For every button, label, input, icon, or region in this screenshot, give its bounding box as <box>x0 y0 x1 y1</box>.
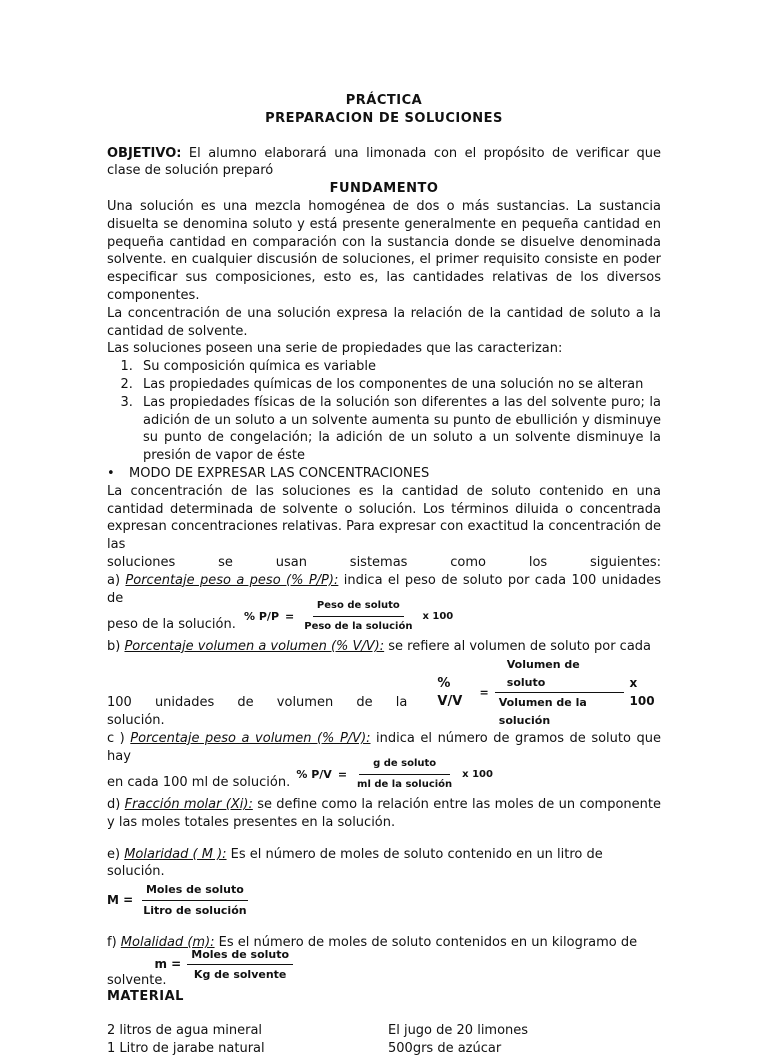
item-e <box>107 846 661 882</box>
item-b-text2: 100 unidades de volumen de la solución. <box>107 695 408 729</box>
item-d-prefix: d) <box>107 797 125 813</box>
formula-vv-numerator: Volumen de soluto <box>495 656 624 694</box>
item-b-prefix: b) <box>107 638 125 654</box>
item-a-term: Porcentaje peso a peso (% P/P): <box>125 572 339 588</box>
paragraph-3: Las soluciones poseen una serie de propiedades que las caracterizan: <box>107 341 563 357</box>
formula-pp-denominator: Peso de la solución <box>304 621 413 633</box>
item-a-text: indica el peso de soluto por cada 100 unidades de <box>107 572 662 606</box>
formula-pv-numerator: g de soluto <box>359 755 450 775</box>
formula-molarity-denominator: Litro de solución <box>143 904 247 918</box>
material-item: 500grs de azúcar <box>388 1040 502 1056</box>
material-heading: MATERIAL <box>107 989 184 1005</box>
formula-molality-denominator: Kg de solvente <box>193 968 287 982</box>
item-b <box>107 638 661 656</box>
formula-molarity <box>107 881 251 920</box>
item-f-term: Molalidad (m): <box>120 934 215 950</box>
item-c-text2: en cada 100 ml de solución. <box>107 775 291 791</box>
formula-pp-multiplier: x 100 <box>422 610 454 622</box>
list-item: 1. Su composición química es variable <box>137 358 661 376</box>
formula-pp-eq: = <box>285 609 295 623</box>
title-line1: PRÁCTICA <box>345 93 423 108</box>
paragraph-4: La concentración de las soluciones es la cantidad de soluto contenido en una cantidad determinada de solvente o solución. Los términos diluida o concentrada expresan concentraciones relativas. Para expresar con exactitud la concentración de las <box>107 483 661 553</box>
formula-pv <box>296 755 493 794</box>
paragraph-1: Una solución es una mezcla homogénea de dos o más sustancias. La sustancia disuelta se denomina soluto y está presente generalmente en pequeña cantidad en pequeña cantidad en comparación con la sustancia donde se disuelve denominada solvente. en cualquier discusión de soluciones, el primer requisito consiste en poder especificar sus composiciones, esto es, las cantidades relativas de los diversos componentes. <box>107 198 661 303</box>
item-e-text: Es el número de moles de soluto contenido en un litro de solución. <box>107 846 603 880</box>
paragraph-4-last: soluciones se usan sistemas como los siguientes: <box>107 554 661 570</box>
formula-pv-eq: = <box>337 767 348 781</box>
item-c-prefix: c ) <box>107 730 131 746</box>
item-a-text2: peso de la solución. <box>107 617 236 633</box>
item-e-prefix: e) <box>107 846 125 862</box>
material-item: 1 Litro de jarabe natural <box>107 1040 265 1056</box>
material-item: 2 litros de agua mineral <box>107 1023 263 1039</box>
list-item: 2. Las propiedades químicas de los componentes de una solución no se alteran <box>137 376 661 394</box>
formula-vv-fraction <box>495 656 624 730</box>
objetivo-paragraph <box>107 145 661 181</box>
material-item: El jugo de 20 limones <box>388 1023 529 1039</box>
formula-molarity-lhs: M = <box>107 892 134 907</box>
bullet-heading-text: MODO DE EXPRESAR LAS CONCENTRACIONES <box>129 465 430 481</box>
bullet-icon: • <box>107 465 115 481</box>
title-line2: PREPARACION DE SOLUCIONES <box>265 110 503 126</box>
formula-molarity-fraction <box>139 881 250 920</box>
formula-pp-fraction <box>300 597 416 636</box>
item-d <box>107 796 661 832</box>
material-row <box>107 1022 661 1040</box>
formula-vv-eq: = <box>479 685 489 699</box>
item-c-term: Porcentaje peso a volumen (% P/V): <box>130 730 371 746</box>
formula-molality <box>155 946 294 985</box>
formula-pp <box>244 597 453 636</box>
item-f-text2: solvente. <box>107 973 167 989</box>
formula-vv <box>437 656 661 730</box>
bullet-heading <box>107 465 661 483</box>
formula-vv-lhs: % V/V <box>437 676 463 709</box>
formula-pv-fraction <box>353 755 456 794</box>
formula-vv-multiplier: x 100 <box>629 676 655 708</box>
formula-molality-fraction <box>187 946 293 985</box>
item-f-prefix: f) <box>107 934 121 950</box>
formula-molality-numerator: Moles de soluto <box>187 946 293 966</box>
formula-molarity-row <box>107 881 661 920</box>
formula-pv-multiplier: x 100 <box>462 768 493 780</box>
properties-list <box>107 358 661 465</box>
formula-pp-numerator: Peso de soluto <box>313 597 404 617</box>
formula-pv-denominator: ml de la solución <box>357 779 453 791</box>
item-f-line2 <box>107 947 661 991</box>
item-f-text: Es el número de moles de soluto contenidos en un kilogramo de <box>214 934 638 950</box>
item-b-term: Porcentaje volumen a volumen (% V/V): <box>124 638 385 654</box>
formula-pp-lhs: % P/P <box>244 609 280 623</box>
item-c-text: indica el número de gramos de soluto que hay <box>107 730 661 764</box>
formula-molality-lhs: m = <box>154 957 182 972</box>
item-b-line2 <box>107 656 661 730</box>
paragraph-2: La concentración de una solución expresa la relación de la cantidad de soluto a la cantidad de solvente. <box>107 305 661 339</box>
item-d-term: Fracción molar (Xi): <box>124 797 253 813</box>
objetivo-label: OBJETIVO: <box>107 145 182 161</box>
material-row <box>107 1040 661 1058</box>
formula-molarity-numerator: Moles de soluto <box>142 881 248 901</box>
item-e-term: Molaridad ( M ): <box>124 846 227 862</box>
document-page <box>107 92 661 1058</box>
objetivo-text: El alumno elaborará una limonada con el propósito de verificar que clase de solución preparó <box>107 145 661 179</box>
formula-pv-lhs: % P/V <box>296 767 332 781</box>
fundamento-heading: FUNDAMENTO <box>329 181 439 197</box>
formula-vv-denominator: Volumen de la solución <box>498 696 587 728</box>
item-b-text: se refiere al volumen de soluto por cada <box>384 638 652 654</box>
item-a-prefix: a) <box>107 572 126 588</box>
item-d-text: se define como la relación entre las moles de un componente y las moles totales presentes en la solución. <box>107 797 661 830</box>
list-item: 3. Las propiedades físicas de la solución son diferentes a las del solvente puro; la adición de un soluto a un solvente aumenta su punto de ebullición y disminuye su punto de congelación; la adición de un soluto a un solvente disminuye la presión de vapor de éste <box>137 394 661 465</box>
